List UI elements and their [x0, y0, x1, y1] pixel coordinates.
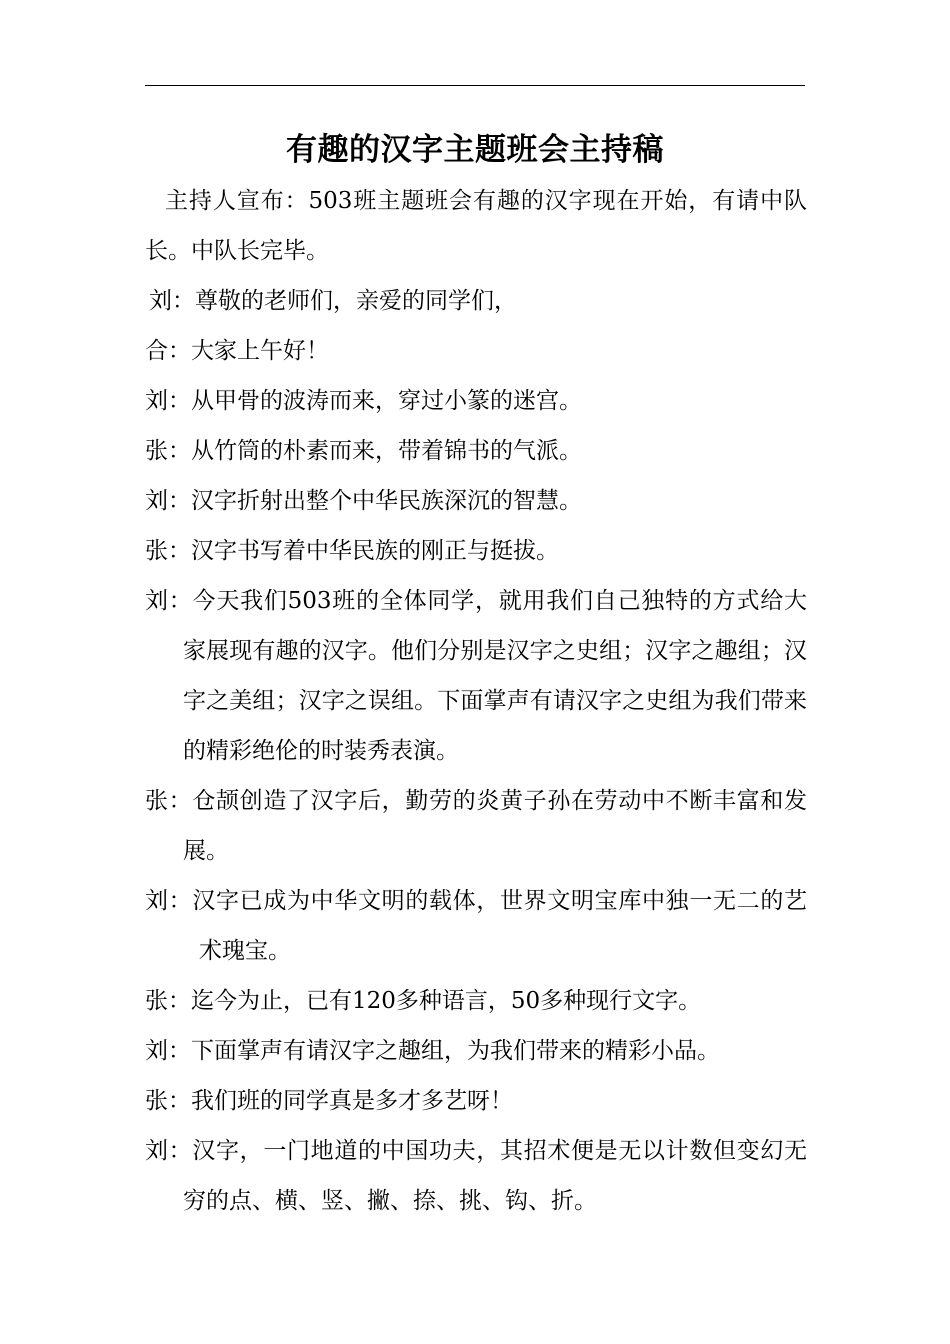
paragraph-line: 张：仓颉创造了汉字后，勤劳的炎黄子孙在劳动中不断丰富和发展。	[145, 788, 807, 864]
paragraph-line: 合：大家上午好！	[145, 338, 329, 364]
paragraph-line: 刘：汉字折射出整个中华民族深沉的智慧。	[145, 488, 582, 514]
paragraph-line: 刘：尊敬的老师们，亲爱的同学们，	[149, 288, 517, 314]
document-body	[145, 176, 807, 1226]
paragraph-intro: 主持人宣布：503班主题班会有趣的汉字现在开始，有请中队长。中队长完毕。	[145, 188, 807, 264]
paragraph-line: 张：从竹筒的朴素而来，带着锦书的气派。	[145, 438, 582, 464]
paragraph-line: 张：汉字书写着中华民族的刚正与挺拔。	[145, 538, 559, 564]
paragraph-line: 刘：今天我们503班的全体同学，就用我们自己独特的方式给大家展现有趣的汉字。他们分别是汉字之史组；汉字之趣组；汉字之美组；汉字之误组。下面掌声有请汉字之史组为我们带来的精彩绝伦的时装秀表演。	[145, 588, 807, 764]
paragraph-line: 刘：汉字，一门地道的中国功夫，其招术便是无以计数但变幻无穷的点、横、竖、撇、捺、挑、钩、折。	[145, 1138, 807, 1214]
paragraph-line: 刘：从甲骨的波涛而来，穿过小篆的迷宫。	[145, 388, 582, 414]
paragraph-line: 刘：下面掌声有请汉字之趣组，为我们带来的精彩小品。	[145, 1038, 720, 1064]
paragraph-line: 张：我们班的同学真是多才多艺呀！	[145, 1088, 513, 1114]
paragraph-line: 刘：汉字已成为中华文明的载体，世界文明宝库中独一无二的艺术瑰宝。	[145, 888, 807, 964]
paragraph-line: 张：迄今为止，已有120多种语言，50多种现行文字。	[145, 988, 702, 1014]
document-title: 有趣的汉字主题班会主持稿	[286, 132, 664, 168]
header-rule	[145, 85, 805, 86]
